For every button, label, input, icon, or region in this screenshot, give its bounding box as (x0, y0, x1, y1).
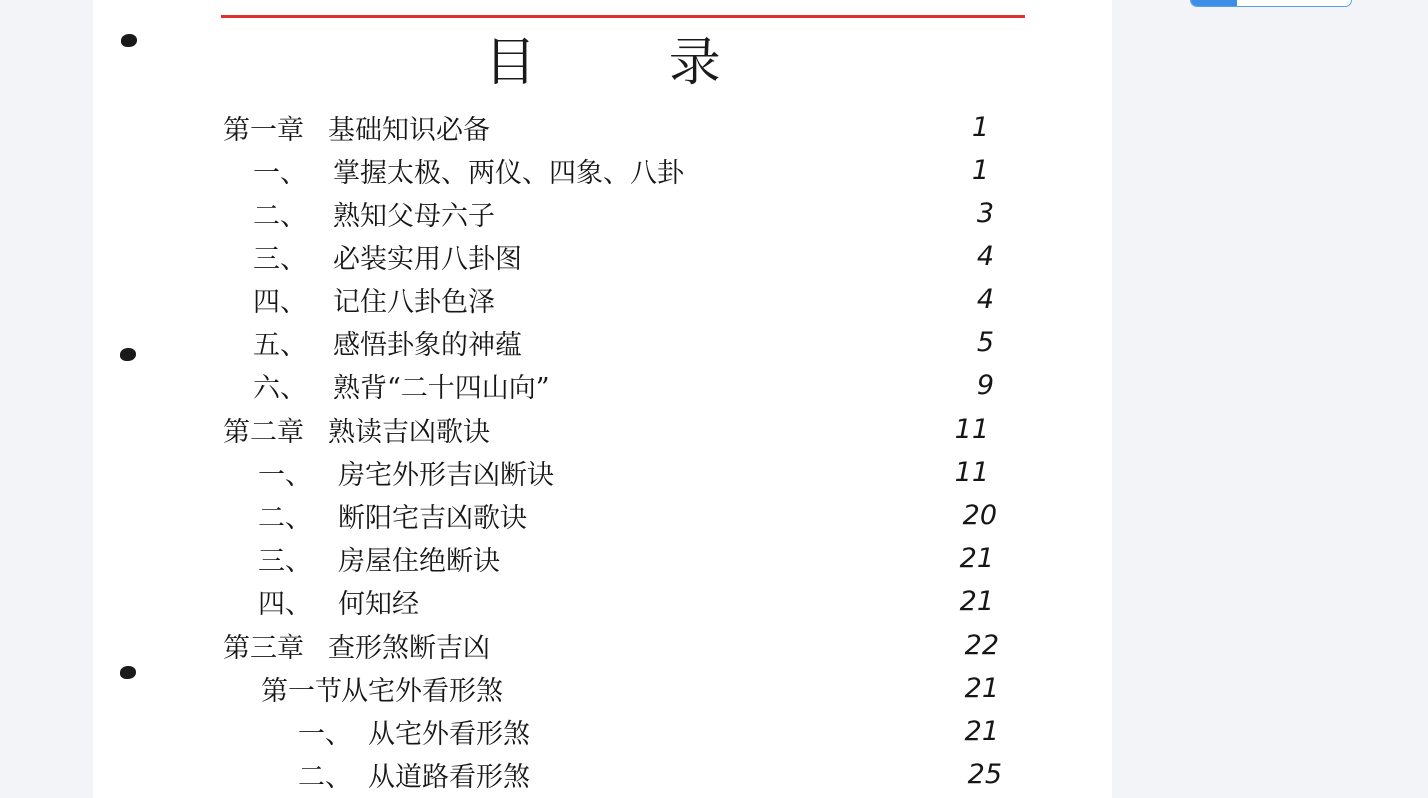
toc-entry-page: 4 (976, 240, 994, 272)
toc-entry-title: 基础知识必备 (328, 114, 490, 146)
toc-entry-title: 房屋住绝断诀 (338, 545, 500, 577)
toc-entry[interactable] (253, 279, 994, 319)
toc-entry-page: 21 (959, 585, 994, 617)
toc-entry-title: 熟知父母六子 (333, 200, 495, 232)
toc-entry-number: 第二章 (223, 416, 304, 448)
toc-entry-number: 一、 (253, 157, 307, 189)
toc-entry-number: 第三章 (223, 632, 304, 664)
dot-leader (429, 581, 952, 621)
dot-leader (505, 193, 968, 233)
toc-entry-number: 二、 (258, 502, 312, 534)
toc-entry-number: 五、 (253, 329, 307, 361)
toc-entry[interactable] (253, 236, 994, 276)
toc-entry[interactable] (253, 365, 994, 405)
dot-leader (532, 322, 968, 362)
toc-entry[interactable] (223, 107, 989, 147)
dot-leader (532, 236, 968, 276)
toc-entry-page: 22 (964, 629, 999, 661)
dot-leader (560, 365, 968, 405)
punch-hole-mark (120, 348, 136, 361)
toc-entry-number: 一、 (258, 459, 312, 491)
page-title: 目 录 (484, 33, 779, 93)
toc-entry[interactable] (261, 668, 999, 708)
toc-entry[interactable] (253, 322, 994, 362)
document-page (93, 0, 1112, 798)
toc-entry-page: 9 (976, 369, 994, 401)
toc-entry-page: 1 (971, 154, 989, 186)
toc-entry-page: 21 (964, 715, 999, 747)
header-rule (221, 15, 1025, 18)
toc-entry-title: 熟背“二十四山向” (333, 372, 550, 404)
punch-hole-mark (120, 666, 136, 679)
toc-entry-title: 掌握太极、两仪、四象、八卦 (333, 157, 684, 189)
toc-entry-title: 记住八卦色泽 (333, 286, 495, 318)
toc-entry[interactable] (253, 150, 989, 190)
toc-entry-page: 4 (976, 283, 994, 315)
toc-entry[interactable] (253, 193, 994, 233)
toc-entry-page: 11 (954, 456, 989, 488)
dot-leader (500, 409, 947, 449)
toc-entry-title: 查形煞断吉凶 (328, 632, 490, 664)
toc-entry-page: 1 (971, 111, 989, 143)
dot-leader (540, 711, 957, 751)
toc-entry-page: 25 (967, 758, 1002, 790)
toc-entry-page: 21 (959, 542, 994, 574)
toc-entry[interactable] (258, 538, 994, 578)
toc-entry[interactable] (258, 581, 994, 621)
toc-entry[interactable] (223, 409, 989, 449)
dot-leader (500, 625, 957, 665)
toc-entry-number: 第一节 (261, 675, 342, 707)
toc-entry-page: 3 (976, 197, 994, 229)
toc-entry-page: 21 (964, 672, 999, 704)
toc-entry-number: 一、 (298, 718, 352, 750)
toc-entry-number: 三、 (258, 545, 312, 577)
toc-entry-number: 四、 (258, 588, 312, 620)
toc-entry-title: 房宅外形吉凶断诀 (338, 459, 554, 491)
toc-entry-number: 二、 (298, 761, 352, 793)
dot-leader (513, 668, 957, 708)
dot-leader (540, 754, 960, 794)
toc-entry-title: 感悟卦象的神蕴 (333, 329, 522, 361)
dot-leader (500, 107, 963, 147)
toc-entry[interactable] (258, 452, 989, 492)
dot-leader (505, 279, 968, 319)
dot-leader (510, 538, 952, 578)
toc-entry[interactable] (223, 625, 999, 665)
toc-entry-title: 必装实用八卦图 (333, 243, 522, 275)
toc-entry-title: 何知经 (338, 588, 419, 620)
toc-entry[interactable] (258, 495, 997, 535)
toc-entry-number: 六、 (253, 372, 307, 404)
toc-entry-title: 断阳宅吉凶歌诀 (338, 502, 527, 534)
toc-entry-number: 四、 (253, 286, 307, 318)
toc-entry-number: 第一章 (223, 114, 304, 146)
toc-entry-title: 从宅外看形煞 (368, 718, 530, 750)
scroll-indicator[interactable] (1190, 0, 1352, 7)
toc-entry-number: 三、 (253, 243, 307, 275)
scroll-indicator-fill (1191, 0, 1237, 6)
toc-entry-title: 熟读吉凶歌诀 (328, 416, 490, 448)
toc-entry-title: 从道路看形煞 (368, 761, 530, 793)
toc-entry-title: 从宅外看形煞 (341, 675, 503, 707)
toc-entry[interactable] (298, 711, 999, 751)
toc-entry-page: 11 (954, 413, 989, 445)
toc-entry-number: 二、 (253, 200, 307, 232)
toc-entry-page: 20 (962, 499, 997, 531)
toc-entry[interactable] (298, 754, 1002, 794)
toc-entry-page: 5 (976, 326, 994, 358)
dot-leader (537, 495, 955, 535)
dot-leader (564, 452, 947, 492)
dot-leader (694, 150, 963, 190)
